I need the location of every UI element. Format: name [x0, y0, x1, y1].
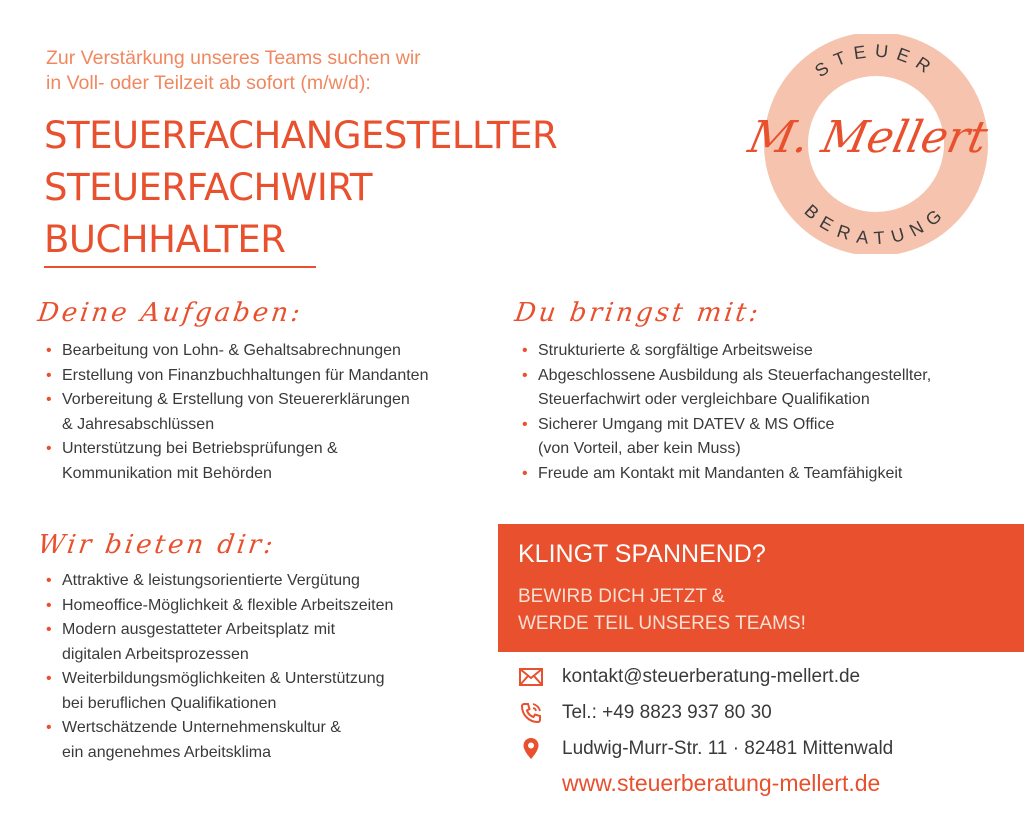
list-item: • Homeoffice-Möglichkeit & flexible Arbeitszeiten — [46, 594, 393, 619]
logo-bottom-text: BERATUNG — [800, 200, 952, 249]
list-item: • Modern ausgestatteter Arbeitsplatz mit digitalen Arbeitsprozessen — [46, 618, 393, 667]
intro-line-1: Zur Verstärkung unseres Teams suchen wir — [46, 47, 421, 69]
list-item: • Strukturierte & sorgfältige Arbeitsweise — [522, 339, 931, 364]
list-item: • Sicherer Umgang mit DATEV & MS Office (von Vorteil, aber kein Muss) — [522, 413, 931, 462]
list-item: • Erstellung von Finanzbuchhaltungen für Mandanten — [46, 364, 428, 389]
list-item: • Vorbereitung & Erstellung von Steuererklärungen & Jahresabschlüssen — [46, 388, 428, 437]
list-item: • Abgeschlossene Ausbildung als Steuerfachangestellter, Steuerfachwirt oder vergleichbare Qualifikation — [522, 364, 931, 413]
contact-phone-row[interactable] — [518, 700, 772, 726]
requirements-list — [522, 339, 931, 486]
contact-address-row — [518, 736, 893, 762]
location-pin-icon — [518, 736, 544, 762]
contact-phone[interactable]: Tel.: +49 8823 937 80 30 — [562, 702, 772, 723]
logo-top-text: STEUER — [811, 40, 941, 82]
list-item: • Weiterbildungsmöglichkeiten & Unterstützung bei beruflichen Qualifikationen — [46, 667, 393, 716]
requirements-heading: Du bringst mit: — [512, 298, 763, 328]
offer-list — [46, 569, 393, 765]
offer-heading: Wir bieten dir: — [35, 530, 278, 560]
phone-icon — [518, 700, 544, 726]
intro-line-2: in Voll- oder Teilzeit ab sofort (m/w/d): — [46, 72, 371, 94]
list-item: • Unterstützung bei Betriebsprüfungen & Kommunikation mit Behörden — [46, 437, 428, 486]
intro-text — [46, 46, 421, 96]
mail-icon — [518, 664, 544, 690]
position-title: STEUERFACHWIRT — [44, 166, 372, 209]
cta-subtitle — [518, 583, 806, 637]
position-title: STEUERFACHANGESTELLTER — [44, 114, 558, 157]
website-link[interactable]: www.steuerberatung-mellert.de — [562, 770, 881, 796]
list-item: • Bearbeitung von Lohn- & Gehaltsabrechnungen — [46, 339, 428, 364]
cta-line-2: WERDE TEIL UNSERES TEAMS! — [518, 613, 806, 634]
logo-name: M. Mellert — [744, 112, 992, 163]
list-item: • Wertschätzende Unternehmenskultur & ein angenehmes Arbeitsklima — [46, 716, 393, 765]
tasks-heading: Deine Aufgaben: — [35, 298, 305, 328]
position-titles — [44, 110, 557, 266]
company-logo — [736, 34, 1006, 254]
list-item: • Attraktive & leistungsorientierte Vergütung — [46, 569, 393, 594]
cta-title: KLINGT SPANNEND? — [518, 540, 766, 568]
contact-address: Ludwig-Murr-Str. 11 · 82481 Mittenwald — [562, 738, 894, 759]
tasks-list — [46, 339, 428, 486]
list-item: • Freude am Kontakt mit Mandanten & Teamfähigkeit — [522, 462, 931, 487]
contact-email-row[interactable] — [518, 664, 860, 690]
contact-email[interactable]: kontakt@steuerberatung-mellert.de — [562, 666, 861, 687]
position-title: BUCHHALTER — [44, 218, 286, 261]
cta-line-1: BEWIRB DICH JETZT & — [518, 586, 725, 607]
title-underline — [44, 266, 316, 268]
